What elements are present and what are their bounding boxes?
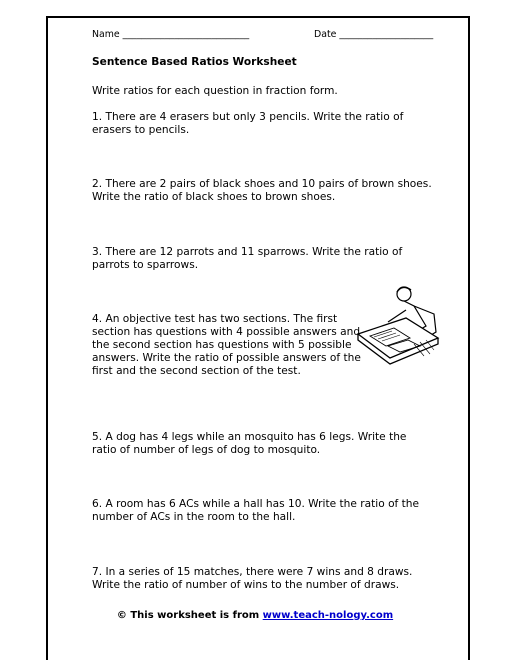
footer-credit bbox=[0, 610, 510, 621]
teach-nology-link[interactable]: www.teach-nology.com bbox=[262, 610, 394, 621]
question-7: 7. In a series of 15 matches, there were 7 wins and 8 draws. Write the ratio of number of wins to the number of draws. bbox=[92, 566, 413, 591]
student-at-desk-writing-icon bbox=[354, 282, 440, 370]
question-5: 5. A dog has 4 legs while an mosquito has 6 legs. Write the ratio of number of legs of dog to mosquito. bbox=[92, 431, 407, 456]
footer-prefix: © This worksheet is from bbox=[116, 610, 263, 621]
name-field-label: Name ___________________________ bbox=[92, 29, 250, 40]
date-field-label: Date ____________________ bbox=[314, 29, 434, 40]
instruction-text: Write ratios for each question in fraction form. bbox=[92, 85, 338, 97]
question-2: 2. There are 2 pairs of black shoes and 10 pairs of brown shoes. Write the ratio of black shoes to brown shoes. bbox=[92, 178, 432, 203]
question-1: 1. There are 4 erasers but only 3 pencils. Write the ratio of erasers to pencils. bbox=[92, 111, 404, 136]
question-3: 3. There are 12 parrots and 11 sparrows. Write the ratio of parrots to sparrows. bbox=[92, 246, 403, 271]
question-6: 6. A room has 6 ACs while a hall has 10. Write the ratio of the number of ACs in the room to the hall. bbox=[92, 498, 420, 523]
worksheet-title: Sentence Based Ratios Worksheet bbox=[92, 56, 297, 68]
question-4: 4. An objective test has two sections. The first section has questions with 4 possible answers and the second section has questions with 5 possible answers. Write the ratio of possible answers of the first and the second section of the test. bbox=[92, 313, 361, 377]
